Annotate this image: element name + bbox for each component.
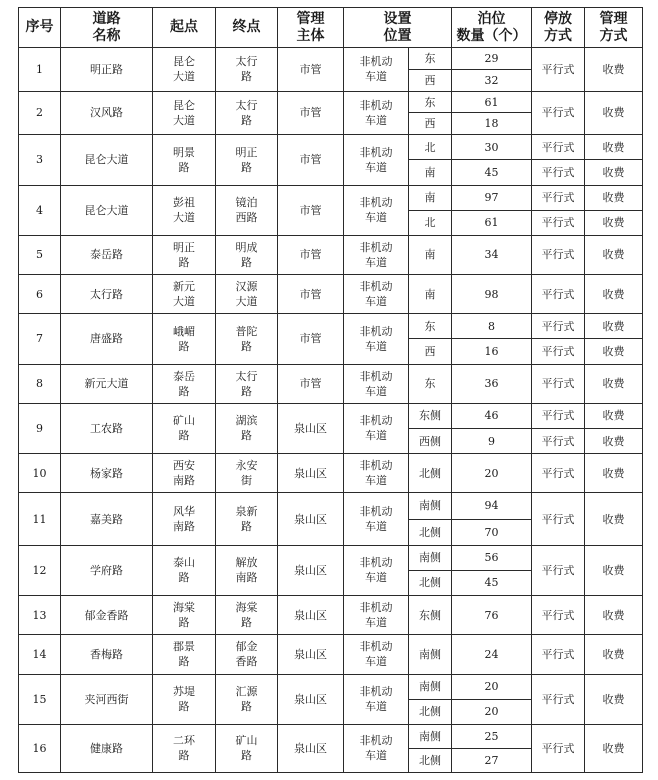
management-cell: 市管: [278, 135, 344, 185]
table-row: [19, 275, 643, 314]
fee-method-cell: 收费: [585, 91, 643, 135]
end-point-cell: [216, 364, 278, 403]
fee-method-cell: 收费: [585, 596, 643, 635]
side-cell: 南侧: [409, 674, 452, 699]
start-point-cell: [153, 403, 216, 453]
management-cell: 泉山区: [278, 724, 344, 772]
start-point-cell: [153, 48, 216, 92]
parking-method-cell: 平行式: [532, 235, 585, 274]
side-cell: 北侧: [409, 519, 452, 545]
management-cell: 市管: [278, 364, 344, 403]
start-point-cell-text: 海棠路: [173, 601, 195, 630]
fee-method-cell: 收费: [585, 235, 643, 274]
end-point-cell-text: 镜泊西路: [235, 196, 258, 225]
management-cell: 市管: [278, 314, 344, 364]
location-cell-text: 非机动车道: [359, 414, 393, 443]
side-cell: 北: [409, 135, 452, 160]
count-cell: 70: [452, 519, 532, 545]
end-point-cell-text: 太行路: [235, 55, 258, 84]
count-cell: 20: [452, 699, 532, 724]
fee-method-cell: 收费: [585, 545, 643, 595]
start-point-cell: [153, 674, 216, 724]
end-point-cell: [216, 724, 278, 772]
start-point-cell: [153, 635, 216, 674]
side-cell: 西: [409, 69, 452, 91]
header-end: 终点: [216, 8, 278, 48]
location-cell: [344, 596, 409, 635]
count-cell: 27: [452, 748, 532, 772]
count-cell: 9: [452, 428, 532, 453]
table-row: [19, 135, 643, 160]
location-cell-text: 非机动车道: [359, 55, 393, 84]
table-row: [19, 403, 643, 428]
road-name-cell: 香梅路: [61, 635, 153, 674]
count-cell: 61: [452, 91, 532, 113]
seq-cell: 6: [19, 275, 61, 314]
side-cell: 南: [409, 275, 452, 314]
count-cell: 16: [452, 339, 532, 364]
management-cell: 泉山区: [278, 454, 344, 493]
fee-method-cell: 收费: [585, 135, 643, 160]
end-point-cell-text: 明成路: [235, 240, 258, 269]
side-cell: 北侧: [409, 570, 452, 595]
parking-method-cell: 平行式: [532, 403, 585, 428]
road-name-cell: 明正路: [61, 48, 153, 92]
end-point-cell: [216, 314, 278, 364]
table-row: [19, 545, 643, 570]
end-point-cell: [216, 275, 278, 314]
side-cell: 南侧: [409, 635, 452, 674]
start-point-cell-text: 明正路: [173, 240, 195, 269]
management-cell: 市管: [278, 275, 344, 314]
header-mgmt: 管理 主体: [278, 8, 344, 48]
fee-method-cell: 收费: [585, 635, 643, 674]
side-cell: 东侧: [409, 403, 452, 428]
location-cell: [344, 454, 409, 493]
seq-cell: 4: [19, 185, 61, 235]
parking-method-cell: 平行式: [532, 339, 585, 364]
count-cell: 46: [452, 403, 532, 428]
seq-cell: 3: [19, 135, 61, 185]
seq-cell: 14: [19, 635, 61, 674]
parking-method-cell: 平行式: [532, 635, 585, 674]
table-row: [19, 493, 643, 519]
end-point-cell: [216, 235, 278, 274]
road-name-cell: 昆仑大道: [61, 185, 153, 235]
seq-cell: 8: [19, 364, 61, 403]
fee-method-cell: 收费: [585, 724, 643, 772]
location-cell-text: 非机动车道: [359, 369, 393, 398]
location-cell: [344, 91, 409, 135]
seq-cell: 7: [19, 314, 61, 364]
end-point-cell-text: 永安街: [235, 459, 258, 488]
side-cell: 西: [409, 113, 452, 135]
count-cell: 20: [452, 454, 532, 493]
location-cell-text: 非机动车道: [359, 734, 393, 763]
side-cell: 南: [409, 235, 452, 274]
side-cell: 南侧: [409, 545, 452, 570]
location-cell: [344, 135, 409, 185]
count-cell: 56: [452, 545, 532, 570]
side-cell: 南侧: [409, 493, 452, 519]
parking-method-cell: 平行式: [532, 674, 585, 724]
road-name-cell: 夹河西街: [61, 674, 153, 724]
header-count: 泊位 数量（个）: [452, 8, 532, 48]
start-point-cell-text: 昆仑大道: [173, 55, 195, 84]
side-cell: 北侧: [409, 748, 452, 772]
count-cell: 45: [452, 160, 532, 185]
header-row: [19, 8, 643, 48]
header-road: 道路 名称: [61, 8, 153, 48]
side-cell: 南: [409, 185, 452, 210]
road-name-cell: 杨家路: [61, 454, 153, 493]
end-point-cell: [216, 403, 278, 453]
end-point-cell-text: 汇源路: [235, 685, 258, 714]
location-cell-text: 非机动车道: [359, 240, 393, 269]
end-point-cell: [216, 48, 278, 92]
count-cell: 20: [452, 674, 532, 699]
side-cell: 东: [409, 314, 452, 339]
end-point-cell: [216, 493, 278, 545]
management-cell: 泉山区: [278, 403, 344, 453]
seq-cell: 2: [19, 91, 61, 135]
table-row: [19, 724, 643, 748]
seq-cell: 10: [19, 454, 61, 493]
count-cell: 98: [452, 275, 532, 314]
location-cell: [344, 275, 409, 314]
end-point-cell: [216, 545, 278, 595]
parking-method-cell: 平行式: [532, 160, 585, 185]
end-point-cell-text: 海棠路: [235, 601, 258, 630]
side-cell: 东: [409, 48, 452, 70]
fee-method-cell: 收费: [585, 185, 643, 210]
count-cell: 25: [452, 724, 532, 748]
management-cell: 市管: [278, 91, 344, 135]
header-fee: 管理 方式: [585, 8, 643, 48]
location-cell-text: 非机动车道: [359, 601, 393, 630]
location-cell: [344, 48, 409, 92]
side-cell: 北侧: [409, 699, 452, 724]
location-cell-text: 非机动车道: [359, 505, 393, 534]
seq-cell: 9: [19, 403, 61, 453]
management-cell: 泉山区: [278, 674, 344, 724]
parking-method-cell: 平行式: [532, 275, 585, 314]
end-point-cell-text: 泉新路: [235, 505, 258, 534]
management-cell: 市管: [278, 185, 344, 235]
count-cell: 61: [452, 210, 532, 235]
start-point-cell-text: 二环路: [173, 734, 195, 763]
road-name-cell: 工农路: [61, 403, 153, 453]
end-point-cell-text: 郁金香路: [235, 640, 258, 669]
start-point-cell: [153, 454, 216, 493]
road-name-cell: 健康路: [61, 724, 153, 772]
road-name-cell: 唐盛路: [61, 314, 153, 364]
fee-method-cell: 收费: [585, 403, 643, 428]
parking-method-cell: 平行式: [532, 454, 585, 493]
seq-cell: 11: [19, 493, 61, 545]
start-point-cell-text: 矿山路: [173, 414, 195, 443]
end-point-cell: [216, 635, 278, 674]
fee-method-cell: 收费: [585, 674, 643, 724]
location-cell: [344, 724, 409, 772]
count-cell: 8: [452, 314, 532, 339]
road-name-cell: 汉风路: [61, 91, 153, 135]
road-name-cell: 嘉美路: [61, 493, 153, 545]
start-point-cell: [153, 493, 216, 545]
count-cell: 45: [452, 570, 532, 595]
end-point-cell-text: 太行路: [235, 98, 258, 127]
count-cell: 76: [452, 596, 532, 635]
location-cell-text: 非机动车道: [359, 640, 393, 669]
fee-method-cell: 收费: [585, 48, 643, 92]
parking-method-cell: 平行式: [532, 428, 585, 453]
start-point-cell-text: 西安南路: [173, 459, 195, 488]
parking-method-cell: 平行式: [532, 364, 585, 403]
road-name-cell: 新元大道: [61, 364, 153, 403]
seq-cell: 1: [19, 48, 61, 92]
parking-method-cell: 平行式: [532, 724, 585, 772]
end-point-cell-text: 汉源大道: [235, 280, 258, 309]
seq-cell: 5: [19, 235, 61, 274]
fee-method-cell: 收费: [585, 210, 643, 235]
management-cell: 泉山区: [278, 596, 344, 635]
table-row: [19, 674, 643, 699]
location-cell-text: 非机动车道: [359, 556, 393, 585]
location-cell-text: 非机动车道: [359, 280, 393, 309]
start-point-cell-text: 明景路: [173, 145, 195, 174]
count-cell: 29: [452, 48, 532, 70]
count-cell: 24: [452, 635, 532, 674]
side-cell: 南侧: [409, 724, 452, 748]
start-point-cell-text: 新元大道: [173, 280, 195, 309]
end-point-cell: [216, 674, 278, 724]
end-point-cell: [216, 454, 278, 493]
road-name-cell: 泰岳路: [61, 235, 153, 274]
seq-cell: 13: [19, 596, 61, 635]
fee-method-cell: 收费: [585, 493, 643, 545]
location-cell: [344, 403, 409, 453]
table-body: [19, 48, 643, 773]
location-cell-text: 非机动车道: [359, 324, 393, 353]
location-cell: [344, 314, 409, 364]
count-cell: 36: [452, 364, 532, 403]
parking-method-cell: 平行式: [532, 493, 585, 545]
location-cell: [344, 545, 409, 595]
management-cell: 市管: [278, 48, 344, 92]
road-name-cell: 郁金香路: [61, 596, 153, 635]
side-cell: 东: [409, 91, 452, 113]
parking-method-cell: 平行式: [532, 314, 585, 339]
parking-method-cell: 平行式: [532, 135, 585, 160]
parking-method-cell: 平行式: [532, 596, 585, 635]
count-cell: 34: [452, 235, 532, 274]
table-row: [19, 185, 643, 210]
header-location: 设置 位置: [344, 8, 452, 48]
fee-method-cell: 收费: [585, 428, 643, 453]
location-cell-text: 非机动车道: [359, 685, 393, 714]
location-cell: [344, 635, 409, 674]
start-point-cell-text: 泰岳路: [173, 369, 195, 398]
side-cell: 南: [409, 160, 452, 185]
end-point-cell: [216, 596, 278, 635]
road-name-cell: 学府路: [61, 545, 153, 595]
start-point-cell-text: 峨嵋路: [173, 324, 195, 353]
start-point-cell: [153, 91, 216, 135]
start-point-cell-text: 苏堤路: [173, 685, 195, 714]
parking-method-cell: 平行式: [532, 210, 585, 235]
side-cell: 西: [409, 339, 452, 364]
location-cell-text: 非机动车道: [359, 145, 393, 174]
parking-method-cell: 平行式: [532, 48, 585, 92]
parking-method-cell: 平行式: [532, 545, 585, 595]
seq-cell: 12: [19, 545, 61, 595]
fee-method-cell: 收费: [585, 275, 643, 314]
start-point-cell: [153, 724, 216, 772]
start-point-cell-text: 泰山路: [173, 556, 195, 585]
seq-cell: 16: [19, 724, 61, 772]
seq-cell: 15: [19, 674, 61, 724]
road-name-cell: 昆仑大道: [61, 135, 153, 185]
fee-method-cell: 收费: [585, 339, 643, 364]
fee-method-cell: 收费: [585, 314, 643, 339]
header-start: 起点: [153, 8, 216, 48]
end-point-cell-text: 解放南路: [235, 556, 258, 585]
side-cell: 北侧: [409, 454, 452, 493]
start-point-cell-text: 郡景路: [173, 640, 195, 669]
side-cell: 东: [409, 364, 452, 403]
location-cell-text: 非机动车道: [359, 98, 393, 127]
table-row: [19, 364, 643, 403]
side-cell: 西侧: [409, 428, 452, 453]
table-row: [19, 235, 643, 274]
count-cell: 32: [452, 69, 532, 91]
location-cell: [344, 493, 409, 545]
management-cell: 市管: [278, 235, 344, 274]
end-point-cell-text: 普陀路: [235, 324, 258, 353]
management-cell: 泉山区: [278, 493, 344, 545]
parking-method-cell: 平行式: [532, 91, 585, 135]
start-point-cell: [153, 545, 216, 595]
management-cell: 泉山区: [278, 545, 344, 595]
count-cell: 30: [452, 135, 532, 160]
fee-method-cell: 收费: [585, 454, 643, 493]
start-point-cell-text: 昆仑大道: [173, 98, 195, 127]
location-cell: [344, 364, 409, 403]
side-cell: 北: [409, 210, 452, 235]
end-point-cell-text: 明正路: [235, 145, 258, 174]
count-cell: 18: [452, 113, 532, 135]
start-point-cell: [153, 235, 216, 274]
table-row: [19, 314, 643, 339]
start-point-cell: [153, 364, 216, 403]
location-cell: [344, 235, 409, 274]
count-cell: 94: [452, 493, 532, 519]
fee-method-cell: 收费: [585, 364, 643, 403]
start-point-cell: [153, 596, 216, 635]
start-point-cell-text: 风华南路: [173, 505, 195, 534]
location-cell-text: 非机动车道: [359, 196, 393, 225]
count-cell: 97: [452, 185, 532, 210]
table-row: [19, 48, 643, 70]
table-row: [19, 454, 643, 493]
fee-method-cell: 收费: [585, 160, 643, 185]
header-park: 停放 方式: [532, 8, 585, 48]
location-cell: [344, 674, 409, 724]
end-point-cell: [216, 185, 278, 235]
end-point-cell: [216, 135, 278, 185]
start-point-cell: [153, 135, 216, 185]
table-row: [19, 91, 643, 113]
end-point-cell-text: 湖滨路: [235, 414, 258, 443]
start-point-cell: [153, 314, 216, 364]
start-point-cell-text: 彭祖大道: [173, 196, 195, 225]
start-point-cell: [153, 275, 216, 314]
table-row: [19, 635, 643, 674]
management-cell: 泉山区: [278, 635, 344, 674]
end-point-cell-text: 太行路: [235, 369, 258, 398]
side-cell: 东侧: [409, 596, 452, 635]
end-point-cell: [216, 91, 278, 135]
location-cell-text: 非机动车道: [359, 459, 393, 488]
road-name-cell: 太行路: [61, 275, 153, 314]
header-seq: 序号: [19, 8, 61, 48]
parking-table: [18, 7, 643, 773]
table-row: [19, 596, 643, 635]
start-point-cell: [153, 185, 216, 235]
parking-method-cell: 平行式: [532, 185, 585, 210]
location-cell: [344, 185, 409, 235]
end-point-cell-text: 矿山路: [235, 734, 258, 763]
